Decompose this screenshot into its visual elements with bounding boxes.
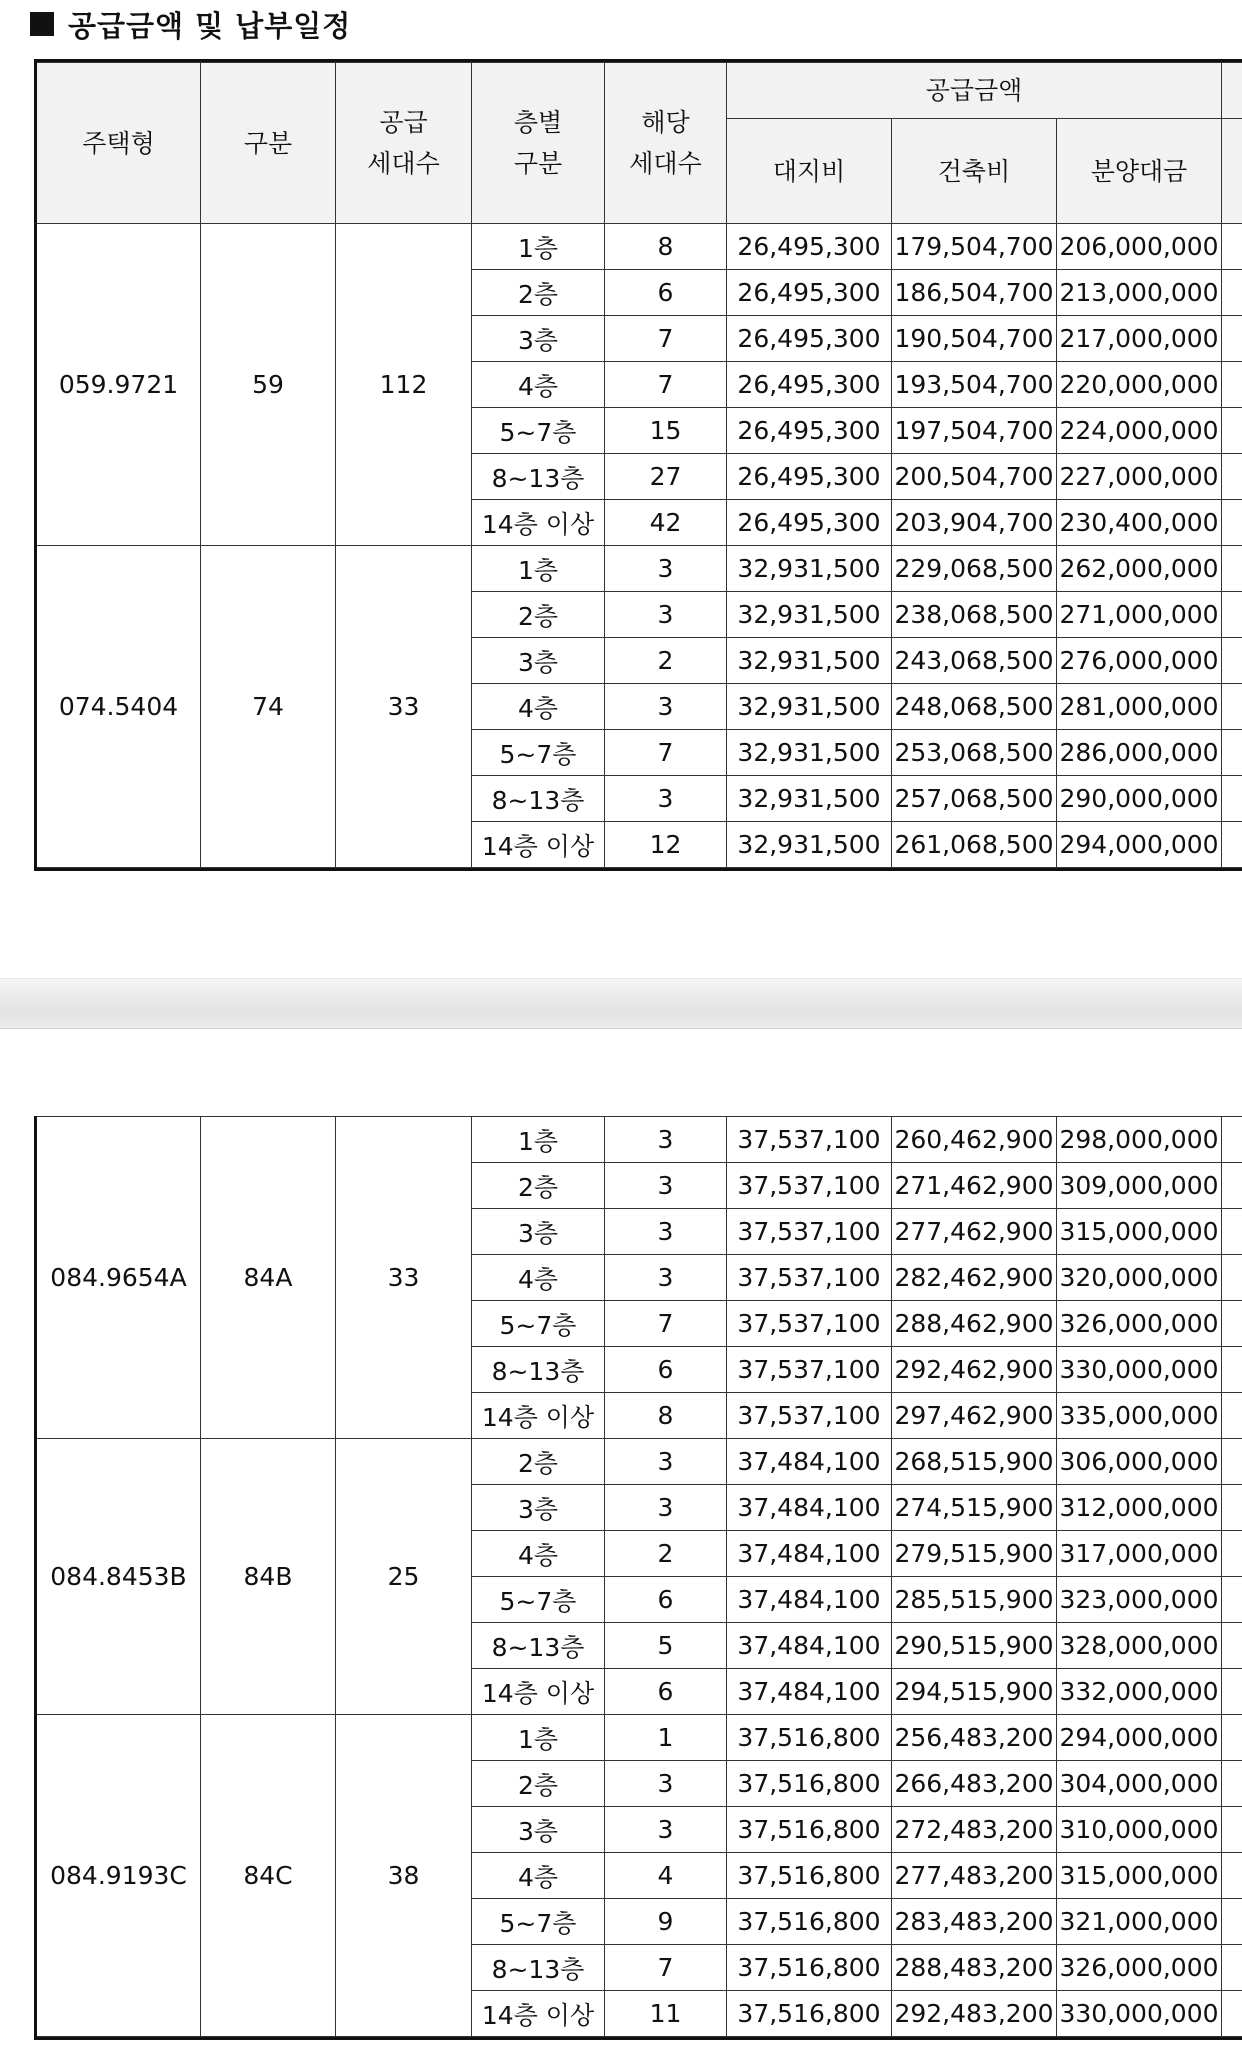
cell-cut-off: [1222, 1301, 1242, 1347]
header-cut-off: [1222, 63, 1242, 119]
header-supply-units: 공급 세대수: [336, 63, 472, 224]
cell-cut-off: [1222, 1899, 1242, 1945]
cell-category: 84A: [201, 1117, 336, 1439]
cell-floor: 3층: [472, 1807, 605, 1853]
cell-land: 37,537,100: [727, 1255, 892, 1301]
cell-units: 15: [605, 408, 727, 454]
cell-units: 3: [605, 1485, 727, 1531]
cell-land: 37,484,100: [727, 1577, 892, 1623]
cell-floor: 2층: [472, 1439, 605, 1485]
cell-type: 084.8453B: [36, 1439, 201, 1715]
cell-land: 37,516,800: [727, 1715, 892, 1761]
cell-floor: 1층: [472, 224, 605, 270]
cell-land: 37,537,100: [727, 1163, 892, 1209]
cell-building: 282,462,900: [892, 1255, 1057, 1301]
cell-land: 26,495,300: [727, 454, 892, 500]
cell-floor: 14층 이상: [472, 1393, 605, 1439]
cell-building: 197,504,700: [892, 408, 1057, 454]
cell-land: 37,537,100: [727, 1301, 892, 1347]
cell-building: 272,483,200: [892, 1807, 1057, 1853]
cell-price: 304,000,000: [1057, 1761, 1222, 1807]
cell-price: 220,000,000: [1057, 362, 1222, 408]
cell-floor: 3층: [472, 316, 605, 362]
cell-cut-off: [1222, 1669, 1242, 1715]
cell-land: 37,537,100: [727, 1117, 892, 1163]
cell-land: 26,495,300: [727, 362, 892, 408]
cell-cut-off: [1222, 1577, 1242, 1623]
cell-supply-units: 25: [336, 1439, 472, 1715]
cell-price: 315,000,000: [1057, 1853, 1222, 1899]
cell-units: 7: [605, 730, 727, 776]
cell-units: 1: [605, 1715, 727, 1761]
cell-units: 2: [605, 638, 727, 684]
header-units: 해당 세대수: [605, 63, 727, 224]
cell-floor: 1층: [472, 1715, 605, 1761]
cell-units: 5: [605, 1623, 727, 1669]
cell-price: 326,000,000: [1057, 1945, 1222, 1991]
cell-type: 084.9654A: [36, 1117, 201, 1439]
cell-cut-off: [1222, 592, 1242, 638]
cell-units: 3: [605, 1163, 727, 1209]
cell-units: 3: [605, 1255, 727, 1301]
cell-cut-off: [1222, 822, 1242, 868]
cell-price: 330,000,000: [1057, 1991, 1222, 2037]
cell-land: 32,931,500: [727, 546, 892, 592]
cell-floor: 8~13층: [472, 776, 605, 822]
cell-cut-off: [1222, 1531, 1242, 1577]
cell-units: 7: [605, 1301, 727, 1347]
cell-building: 266,483,200: [892, 1761, 1057, 1807]
header-supply-amount: 공급금액: [727, 63, 1222, 119]
cell-units: 6: [605, 1347, 727, 1393]
cell-cut-off: [1222, 362, 1242, 408]
cell-price: 294,000,000: [1057, 822, 1222, 868]
cell-units: 3: [605, 592, 727, 638]
cell-units: 3: [605, 1439, 727, 1485]
cell-floor: 2층: [472, 1163, 605, 1209]
cell-floor: 3층: [472, 638, 605, 684]
cell-cut-off: [1222, 500, 1242, 546]
cell-building: 186,504,700: [892, 270, 1057, 316]
cell-floor: 5~7층: [472, 1301, 605, 1347]
cell-units: 6: [605, 270, 727, 316]
cell-units: 8: [605, 224, 727, 270]
cell-price: 317,000,000: [1057, 1531, 1222, 1577]
cell-price: 330,000,000: [1057, 1347, 1222, 1393]
cell-floor: 2층: [472, 270, 605, 316]
cell-land: 32,931,500: [727, 638, 892, 684]
cell-units: 6: [605, 1577, 727, 1623]
cell-land: 37,537,100: [727, 1347, 892, 1393]
cell-land: 37,484,100: [727, 1485, 892, 1531]
cell-building: 243,068,500: [892, 638, 1057, 684]
square-bullet-icon: [30, 12, 54, 36]
cell-category: 59: [201, 224, 336, 546]
cell-price: 281,000,000: [1057, 684, 1222, 730]
cell-supply-units: 33: [336, 1117, 472, 1439]
cell-floor: 4층: [472, 1531, 605, 1577]
cell-building: 285,515,900: [892, 1577, 1057, 1623]
cell-price: 332,000,000: [1057, 1669, 1222, 1715]
cell-price: 312,000,000: [1057, 1485, 1222, 1531]
price-table-page-2: [34, 1116, 1242, 2040]
cell-floor: 1층: [472, 546, 605, 592]
cell-building: 292,462,900: [892, 1347, 1057, 1393]
cell-land: 26,495,300: [727, 500, 892, 546]
cell-category: 84C: [201, 1715, 336, 2037]
cell-type: 084.9193C: [36, 1715, 201, 2037]
cell-floor: 14층 이상: [472, 1991, 605, 2037]
cell-price: 309,000,000: [1057, 1163, 1222, 1209]
header-floor: 층별 구분: [472, 63, 605, 224]
cell-units: 11: [605, 1991, 727, 2037]
cell-floor: 14층 이상: [472, 822, 605, 868]
cell-price: 306,000,000: [1057, 1439, 1222, 1485]
cell-building: 277,483,200: [892, 1853, 1057, 1899]
cell-building: 279,515,900: [892, 1531, 1057, 1577]
cell-price: 213,000,000: [1057, 270, 1222, 316]
cell-building: 229,068,500: [892, 546, 1057, 592]
cell-floor: 2층: [472, 592, 605, 638]
section-title: [30, 2, 351, 46]
cell-building: 203,904,700: [892, 500, 1057, 546]
table-body-1: [36, 224, 1242, 868]
cell-units: 7: [605, 1945, 727, 1991]
cell-building: 257,068,500: [892, 776, 1057, 822]
cell-building: 294,515,900: [892, 1669, 1057, 1715]
cell-cut-off: [1222, 1255, 1242, 1301]
cell-building: 297,462,900: [892, 1393, 1057, 1439]
cell-building: 271,462,900: [892, 1163, 1057, 1209]
cell-floor: 3층: [472, 1485, 605, 1531]
cell-price: 271,000,000: [1057, 592, 1222, 638]
cell-type: 059.9721: [36, 224, 201, 546]
header-type: 주택형: [36, 63, 201, 224]
cell-cut-off: [1222, 776, 1242, 822]
cell-units: 3: [605, 1209, 727, 1255]
cell-land: 37,516,800: [727, 1853, 892, 1899]
cell-price: 290,000,000: [1057, 776, 1222, 822]
cell-cut-off: [1222, 1209, 1242, 1255]
cell-building: 268,515,900: [892, 1439, 1057, 1485]
cell-cut-off: [1222, 730, 1242, 776]
cell-land: 37,484,100: [727, 1623, 892, 1669]
cell-floor: 8~13층: [472, 1347, 605, 1393]
cell-land: 37,484,100: [727, 1439, 892, 1485]
cell-floor: 5~7층: [472, 408, 605, 454]
cell-building: 248,068,500: [892, 684, 1057, 730]
cell-cut-off: [1222, 408, 1242, 454]
cell-floor: 4층: [472, 684, 605, 730]
cell-cut-off: [1222, 546, 1242, 592]
cell-cut-off: [1222, 1485, 1242, 1531]
cell-cut-off: [1222, 1945, 1242, 1991]
cell-units: 3: [605, 1807, 727, 1853]
cell-land: 26,495,300: [727, 316, 892, 362]
cell-land: 32,931,500: [727, 730, 892, 776]
cell-land: 26,495,300: [727, 408, 892, 454]
cell-cut-off: [1222, 684, 1242, 730]
cell-land: 32,931,500: [727, 684, 892, 730]
cell-land: 37,484,100: [727, 1531, 892, 1577]
cell-building: 290,515,900: [892, 1623, 1057, 1669]
table-row: [36, 1117, 1242, 1163]
cell-supply-units: 112: [336, 224, 472, 546]
cell-cut-off: [1222, 1163, 1242, 1209]
cell-units: 3: [605, 776, 727, 822]
cell-land: 37,516,800: [727, 1899, 892, 1945]
price-table-page-1: [34, 59, 1242, 871]
cell-cut-off: [1222, 224, 1242, 270]
cell-units: 27: [605, 454, 727, 500]
cell-price: 286,000,000: [1057, 730, 1222, 776]
cell-building: 277,462,900: [892, 1209, 1057, 1255]
cell-price: 298,000,000: [1057, 1117, 1222, 1163]
cell-floor: 1층: [472, 1117, 605, 1163]
cell-price: 335,000,000: [1057, 1393, 1222, 1439]
section-title-text: 공급금액 및 납부일정: [68, 8, 352, 43]
cell-cut-off: [1222, 638, 1242, 684]
cell-floor: 4층: [472, 1255, 605, 1301]
header-cut-off-2: [1222, 119, 1242, 224]
cell-building: 260,462,900: [892, 1117, 1057, 1163]
cell-cut-off: [1222, 1761, 1242, 1807]
cell-floor: 8~13층: [472, 1623, 605, 1669]
cell-price: 224,000,000: [1057, 408, 1222, 454]
cell-cut-off: [1222, 1807, 1242, 1853]
cell-price: 328,000,000: [1057, 1623, 1222, 1669]
cell-building: 292,483,200: [892, 1991, 1057, 2037]
cell-price: 321,000,000: [1057, 1899, 1222, 1945]
cell-cut-off: [1222, 1439, 1242, 1485]
cell-floor: 5~7층: [472, 1577, 605, 1623]
cell-cut-off: [1222, 316, 1242, 362]
cell-building: 179,504,700: [892, 224, 1057, 270]
cell-land: 37,516,800: [727, 1945, 892, 1991]
cell-units: 6: [605, 1669, 727, 1715]
cell-land: 26,495,300: [727, 270, 892, 316]
cell-units: 3: [605, 1117, 727, 1163]
cell-building: 256,483,200: [892, 1715, 1057, 1761]
cell-price: 294,000,000: [1057, 1715, 1222, 1761]
cell-units: 4: [605, 1853, 727, 1899]
cell-units: 2: [605, 1531, 727, 1577]
table-row: [36, 224, 1242, 270]
cell-type: 074.5404: [36, 546, 201, 868]
cell-land: 37,516,800: [727, 1991, 892, 2037]
cell-floor: 4층: [472, 1853, 605, 1899]
cell-price: 276,000,000: [1057, 638, 1222, 684]
table-row: [36, 1715, 1242, 1761]
cell-price: 326,000,000: [1057, 1301, 1222, 1347]
cell-building: 261,068,500: [892, 822, 1057, 868]
cell-cut-off: [1222, 1393, 1242, 1439]
cell-price: 315,000,000: [1057, 1209, 1222, 1255]
cell-cut-off: [1222, 1853, 1242, 1899]
cell-units: 42: [605, 500, 727, 546]
cell-building: 288,462,900: [892, 1301, 1057, 1347]
cell-building: 190,504,700: [892, 316, 1057, 362]
cell-units: 3: [605, 1761, 727, 1807]
cell-price: 262,000,000: [1057, 546, 1222, 592]
cell-cut-off: [1222, 1991, 1242, 2037]
cell-units: 3: [605, 684, 727, 730]
cell-cut-off: [1222, 1347, 1242, 1393]
cell-land: 37,516,800: [727, 1807, 892, 1853]
cell-cut-off: [1222, 1623, 1242, 1669]
cell-price: 217,000,000: [1057, 316, 1222, 362]
header-category: 구분: [201, 63, 336, 224]
cell-units: 12: [605, 822, 727, 868]
cell-floor: 4층: [472, 362, 605, 408]
cell-price: 310,000,000: [1057, 1807, 1222, 1853]
cell-price: 206,000,000: [1057, 224, 1222, 270]
cell-price: 320,000,000: [1057, 1255, 1222, 1301]
cell-land: 37,516,800: [727, 1761, 892, 1807]
cell-land: 32,931,500: [727, 776, 892, 822]
cell-units: 8: [605, 1393, 727, 1439]
cell-floor: 14층 이상: [472, 1669, 605, 1715]
table-row: [36, 1439, 1242, 1485]
cell-cut-off: [1222, 270, 1242, 316]
cell-cut-off: [1222, 454, 1242, 500]
cell-floor: 8~13층: [472, 1945, 605, 1991]
cell-building: 288,483,200: [892, 1945, 1057, 1991]
cell-floor: 5~7층: [472, 730, 605, 776]
cell-supply-units: 33: [336, 546, 472, 868]
cell-land: 37,537,100: [727, 1209, 892, 1255]
cell-category: 74: [201, 546, 336, 868]
page-break: [0, 978, 1242, 1029]
cell-building: 200,504,700: [892, 454, 1057, 500]
cell-floor: 2층: [472, 1761, 605, 1807]
cell-building: 274,515,900: [892, 1485, 1057, 1531]
cell-floor: 3층: [472, 1209, 605, 1255]
cell-units: 7: [605, 316, 727, 362]
cell-floor: 5~7층: [472, 1899, 605, 1945]
cell-units: 7: [605, 362, 727, 408]
table-body-2: [36, 1117, 1242, 2037]
cell-price: 227,000,000: [1057, 454, 1222, 500]
cell-supply-units: 38: [336, 1715, 472, 2037]
cell-cut-off: [1222, 1117, 1242, 1163]
cell-building: 238,068,500: [892, 592, 1057, 638]
header-land: 대지비: [727, 119, 892, 224]
cell-land: 37,537,100: [727, 1393, 892, 1439]
cell-cut-off: [1222, 1715, 1242, 1761]
cell-building: 193,504,700: [892, 362, 1057, 408]
header-building: 건축비: [892, 119, 1057, 224]
cell-category: 84B: [201, 1439, 336, 1715]
cell-building: 283,483,200: [892, 1899, 1057, 1945]
cell-land: 32,931,500: [727, 592, 892, 638]
cell-land: 26,495,300: [727, 224, 892, 270]
cell-floor: 8~13층: [472, 454, 605, 500]
table-row: [36, 546, 1242, 592]
cell-land: 37,484,100: [727, 1669, 892, 1715]
cell-floor: 14층 이상: [472, 500, 605, 546]
cell-units: 9: [605, 1899, 727, 1945]
cell-units: 3: [605, 546, 727, 592]
cell-price: 230,400,000: [1057, 500, 1222, 546]
cell-price: 323,000,000: [1057, 1577, 1222, 1623]
header-price: 분양대금: [1057, 119, 1222, 224]
cell-building: 253,068,500: [892, 730, 1057, 776]
cell-land: 32,931,500: [727, 822, 892, 868]
